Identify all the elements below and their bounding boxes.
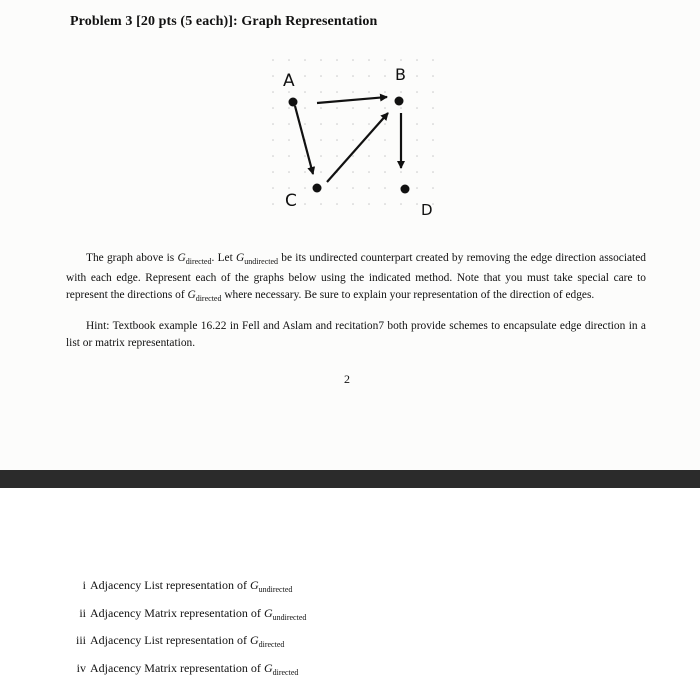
hint-paragraph: Hint: Textbook example 16.22 in Fell and Aslam and recitation7 both provide schemes to encapsulate edge direction in a list or matrix representation. — [66, 320, 646, 349]
node-c — [313, 184, 322, 193]
problem-heading — [70, 14, 377, 30]
page-number: 2 — [344, 372, 350, 386]
list-item: i Adjacency List representation of $G_{undirected}$ — [82, 578, 293, 594]
page-divider-bar — [0, 470, 700, 488]
problem-points: [20 pts (5 each)]: — [136, 14, 238, 29]
node-label-c: C — [285, 191, 297, 211]
node-label-a: A — [283, 71, 295, 91]
problem-title: Problem 3 — [70, 14, 133, 29]
list-item: ii Adjacency Matrix representation of $G_{undirected}$ — [79, 605, 307, 622]
subproblem-list — [68, 575, 306, 685]
node-d — [401, 185, 410, 194]
directed-graph-figure — [255, 58, 455, 223]
list-item: iii Adjacency List representation of $G_{directed}$ — [75, 633, 285, 649]
node-label-b: B — [395, 65, 406, 84]
problem-description: The graph above is $G_{directed}$. Let $G_{undirected}$ be its undirected counterpart created by removing the edge direction associated with each edge. Represent each of the graphs below using the indicated method. Note that you must take special care to represent the directions of $G_{directed}$ where necessary. Be sure to explain your representation of the direction of edges. — [66, 252, 646, 303]
list-item: iv Adjacency Matrix representation of $G_{directed}$ — [76, 660, 299, 677]
node-b — [395, 97, 404, 106]
node-label-d: D — [421, 201, 433, 219]
problem-topic: Graph Representation — [241, 14, 378, 29]
node-a — [289, 98, 298, 107]
